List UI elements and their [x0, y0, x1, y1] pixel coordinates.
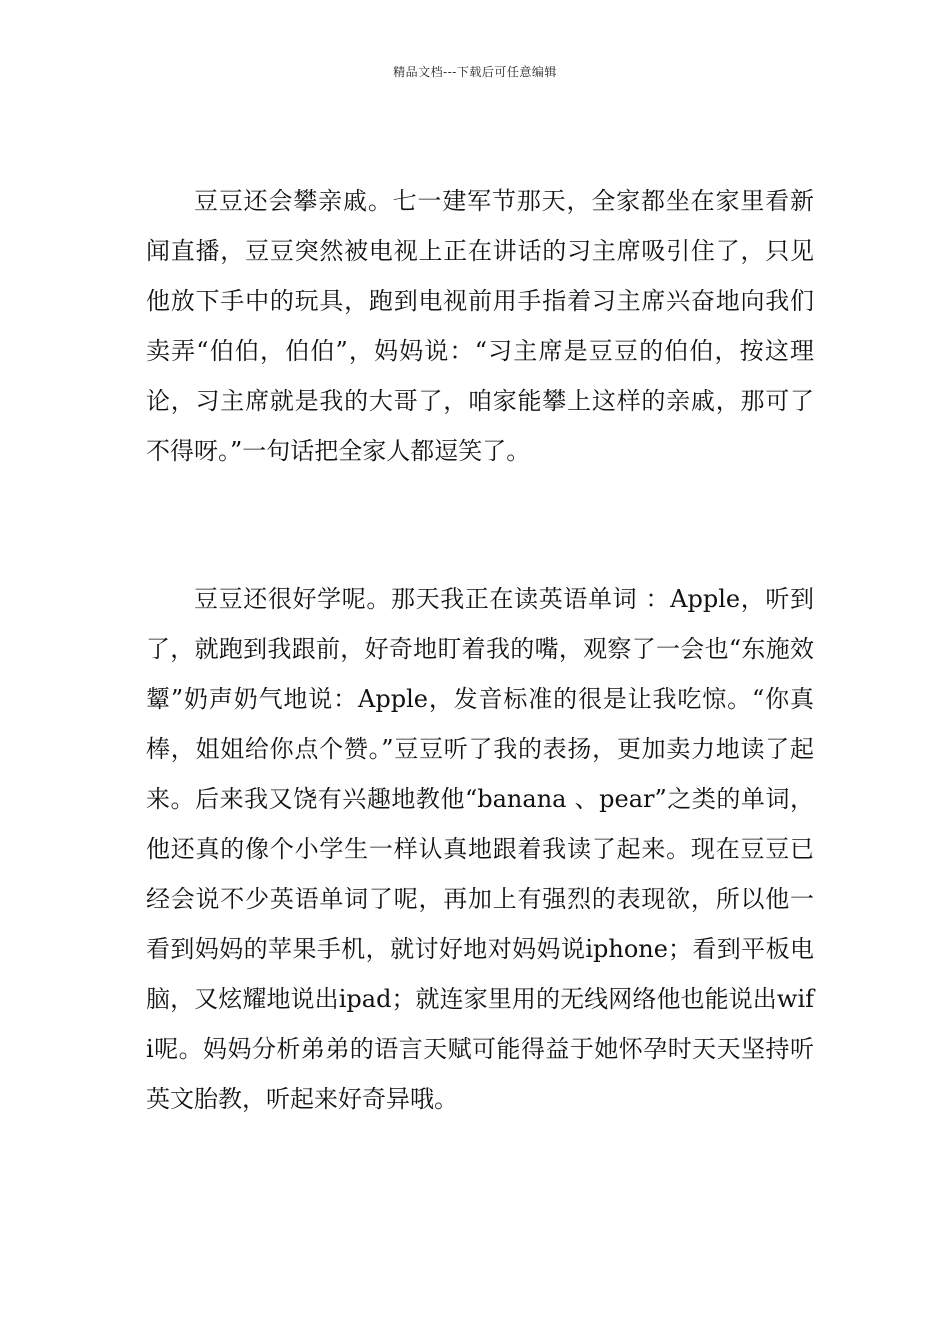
page-header: 精品文档---下载后可任意编辑 [393, 65, 557, 79]
paragraph-1: 豆豆还会攀亲戚。七一建军节那天，全家都坐在家里看新闻直播，豆豆突然被电视上正在讲话的习主席吸引住了，只见他放下手中的玩具，跑到电视前用手指着习主席兴奋地向我们卖弄“伯伯，伯伯”，妈妈说：“习主席是豆豆的伯伯，按这理论，习主席就是我的大哥了，咱家能攀上这样的亲戚，那可了不得呀。”一句话把全家人都逗笑了。 [146, 187, 814, 465]
paragraph-2: 豆豆还很好学呢。那天我正在读英语单词 ：Apple，听到了，就跑到我跟前，好奇地盯着我的嘴，观察了一会也“东施效颦”奶声奶气地说：Apple，发音标准的很是让我吃惊。“你真棒，姐姐给你点个赞。”豆豆听了我的表扬，更加卖力地读了起来。后来我又饶有兴趣地教他“banana 、pear”之类的单词，他还真的像个小学生一样认真地跟着我读了起来。现在豆豆已经会说不少英语单词了呢，再加上有强烈的表现欲，所以他一看到妈妈的苹果手机，就讨好地对妈妈说iphone；看到平板电脑，又炫耀地说出ipad；就连家里用的无线网络他也能说出wifi呢。妈妈分析弟弟的语言天赋可能得益于她怀孕时天天坚持听英文胎教，听起来好奇异哦。 [146, 585, 814, 1113]
